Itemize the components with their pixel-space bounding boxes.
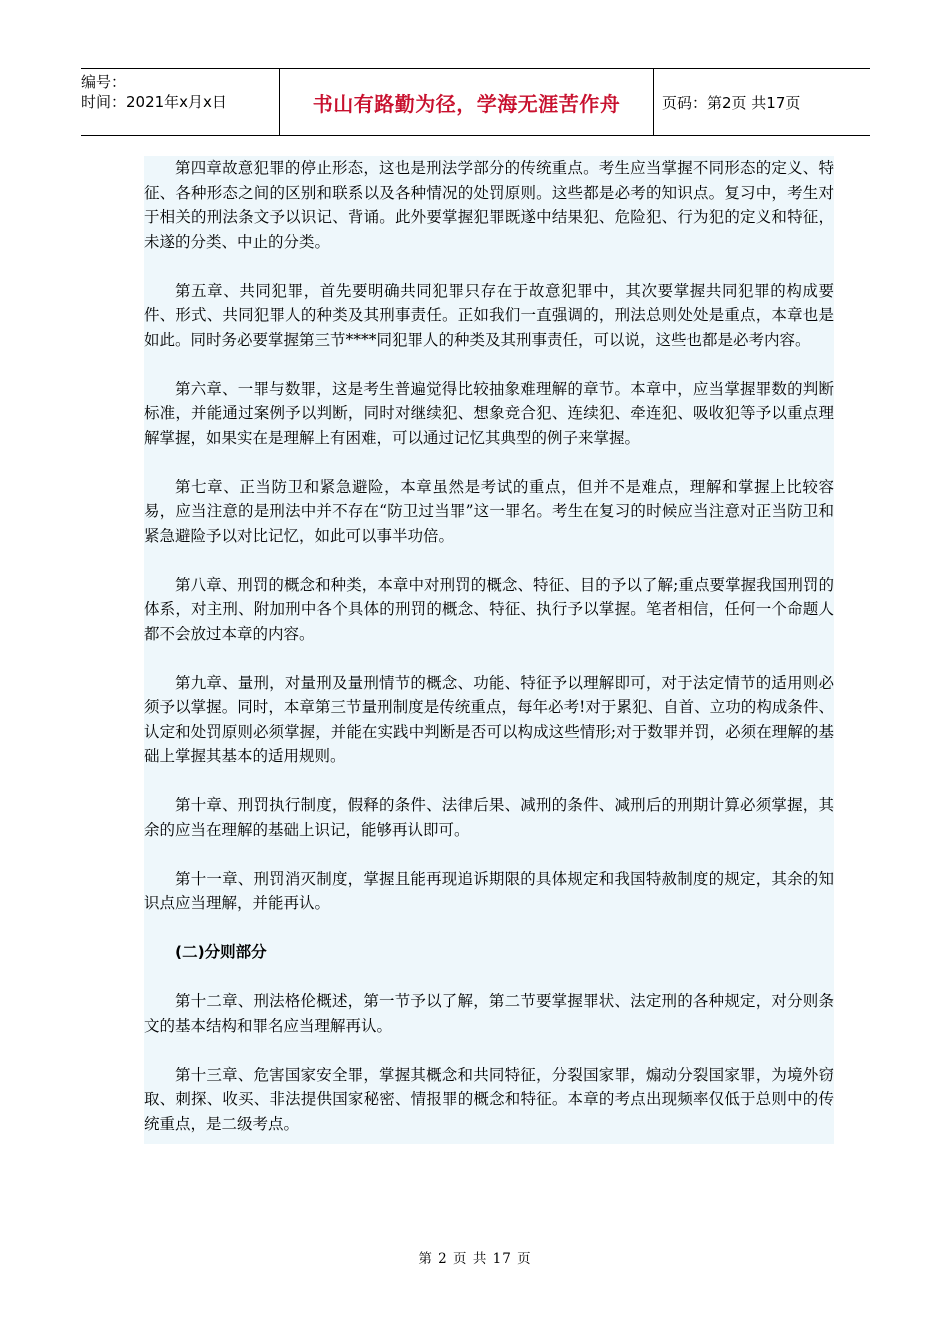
paragraph: 第十三章、危害国家安全罪，掌握其概念和共同特征，分裂国家罪，煽动分裂国家罪，为境外窃取、刺探、收买、非法提供国家秘密、情报罪的概念和特征。本章的考点出现频率仅低于总则中的传统重点，是二级考点。 — [144, 1065, 834, 1133]
paragraph: 第十二章、刑法格伦概述，第一节予以了解，第二节要掌握罪状、法定刑的各种规定，对分则条文的基本结构和罪名应当理解再认。 — [144, 992, 834, 1035]
paragraph: 第七章、正当防卫和紧急避险，本章虽然是考试的重点，但并不是难点，理解和掌握上比较容易，应当注意的是刑法中并不存在“防卫过当罪”这一罪名。考生在复习的时候应当注意对正当防卫和紧急避险予以对比记忆，如此可以事半功倍。 — [144, 477, 834, 545]
document-body — [144, 156, 834, 1144]
paragraph: 第十章、刑罚执行制度，假释的条件、法律后果、减刑的条件、减刑后的刑期计算必须掌握，其余的应当在理解的基础上识记，能够再认即可。 — [144, 796, 834, 839]
header-meta — [81, 69, 280, 135]
header-page-code: 页码：第2页 共17页 — [662, 93, 801, 112]
header-time: 时间：2021年x月x日 — [81, 93, 227, 111]
paragraph: 第八章、刑罚的概念和种类，本章中对刑罚的概念、特征、目的予以了解;重点要掌握我国刑罚的体系，对主刑、附加刑中各个具体的刑罚的概念、特征、执行予以掌握。笔者相信，任何一个命题人都不会放过本章的内容。 — [144, 575, 834, 643]
header-motto: 书山有路勤为径，学海无涯苦作舟 — [280, 69, 654, 135]
paragraph: 第九章、量刑，对量刑及量刑情节的概念、功能、特征予以理解即可，对于法定情节的适用则必须予以掌握。同时，本章第三节量刑制度是传统重点，每年必考!对于累犯、自首、立功的构成条件、认定和处罚原则必须掌握，并能在实践中判断是否可以构成这些情形;对于数罪并罚，必须在理解的基础上掌握其基本的适用规则。 — [144, 673, 834, 765]
paragraph: 第六章、一罪与数罪，这是考生普遍觉得比较抽象难理解的章节。本章中，应当掌握罪数的判断标准，并能通过案例予以判断，同时对继续犯、想象竞合犯、连续犯、牵连犯、吸收犯等予以重点理解掌握，如果实在是理解上有困难，可以通过记忆其典型的例子来掌握。 — [144, 379, 834, 447]
paragraph: 第十一章、刑罚消灭制度，掌握且能再现追诉期限的具体规定和我国特赦制度的规定，其余的知识点应当理解，并能再认。 — [144, 869, 834, 912]
paragraph: 第四章故意犯罪的停止形态，这也是刑法学部分的传统重点。考生应当掌握不同形态的定义、特征、各种形态之间的区别和联系以及各种情况的处罚原则。这些都是必考的知识点。复习中，考生对于相关的刑法条文予以识记、背诵。此外要掌握犯罪既遂中结果犯、危险犯、行为犯的定义和特征，未遂的分类、中止的分类。 — [144, 159, 834, 251]
page-footer: 第 2 页 共 17 页 — [418, 1251, 532, 1267]
header-number-label: 编号： — [81, 73, 127, 91]
paragraph: 第五章、共同犯罪，首先要明确共同犯罪只存在于故意犯罪中，其次要掌握共同犯罪的构成要件、形式、共同犯罪人的种类及其刑事责任。正如我们一直强调的，刑法总则处处是重点，本章也是如此。同时务必要掌握第三节****同犯罪人的种类及其刑事责任，可以说，这些也都是必考内容。 — [144, 281, 834, 349]
section-subheading: (二)分则部分 — [175, 943, 267, 961]
page-header — [81, 68, 870, 136]
